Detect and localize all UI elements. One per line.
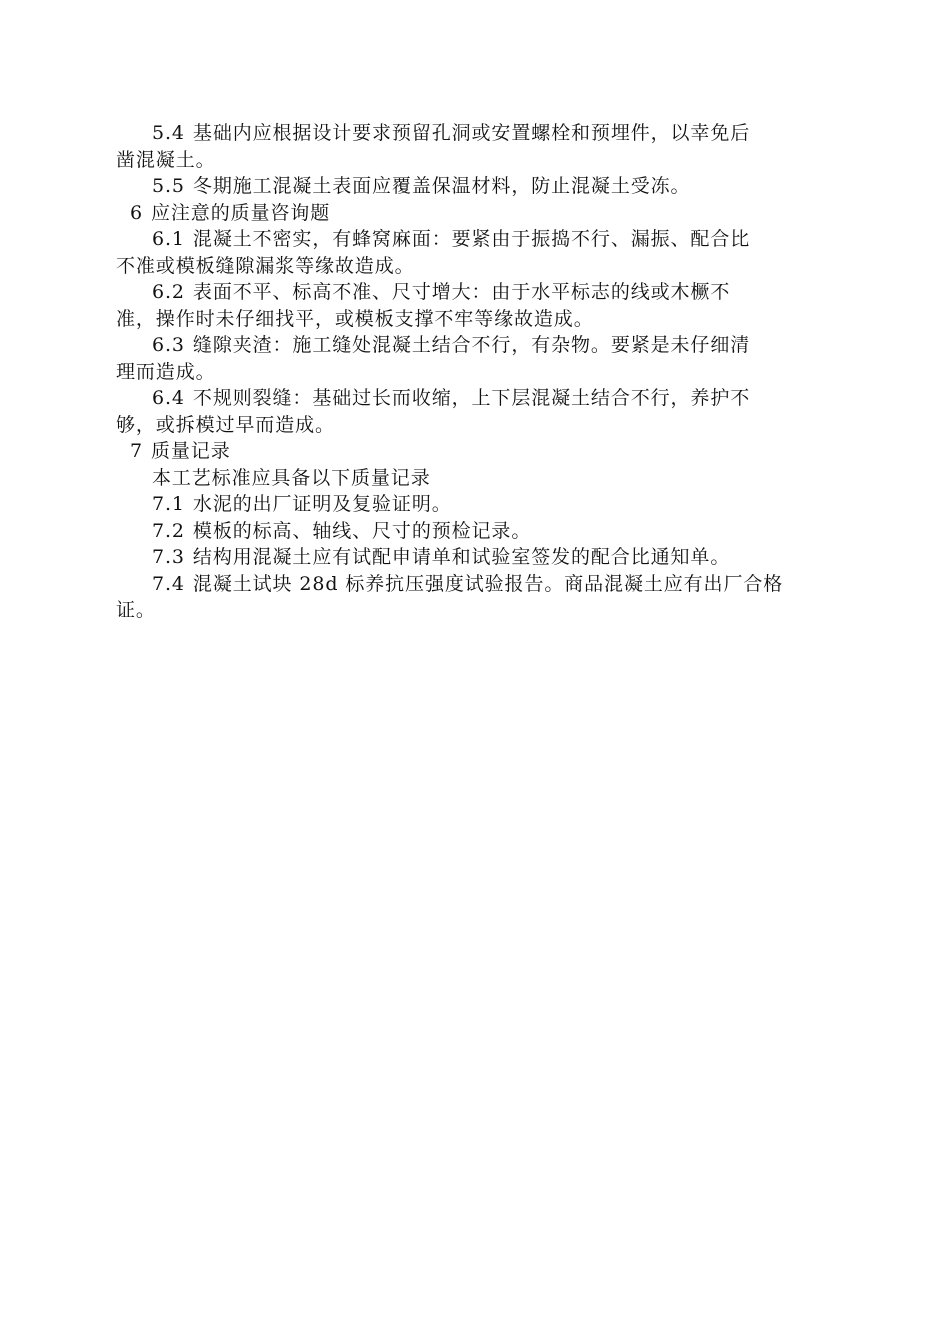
section-heading <box>116 200 836 227</box>
text-line <box>116 359 836 386</box>
text-line <box>116 544 836 571</box>
line-text: 结构用混凝土应有试配申请单和试验室签发的配合比通知单。 <box>192 546 731 568</box>
line-text: 准，操作时未仔细找平，或模板支撑不牢等缘故造成。 <box>116 307 594 330</box>
section-number: 7 <box>130 440 143 462</box>
heading-text: 质量记录 <box>151 440 231 462</box>
text-line <box>116 412 836 439</box>
line-text: 混凝土试块 28d 标养抗压强度试验报告。商品混凝土应有出厂合格 <box>192 572 784 595</box>
text-line <box>116 518 836 545</box>
line-text: 够，或拆模过早而造成。 <box>116 413 335 436</box>
text-line <box>116 279 836 306</box>
text-line <box>116 332 836 359</box>
section-number: 6.2 <box>152 281 185 303</box>
line-text: 缝隙夹渣：施工缝处混凝土结合不行，有杂物。要紧是未仔细清 <box>192 334 751 356</box>
line-text: 凿混凝土。 <box>116 148 216 171</box>
section-number: 6.3 <box>152 334 185 356</box>
line-text: 混凝土不密实，有蜂窝麻面：要紧由于振捣不行、漏振、配合比 <box>192 228 751 250</box>
line-text: 冬期施工混凝土表面应覆盖保温材料，防止混凝土受冻。 <box>192 175 691 197</box>
section-heading <box>116 438 836 465</box>
section-number: 6.4 <box>152 387 185 409</box>
text-line <box>116 147 836 174</box>
section-number: 6 <box>130 201 143 224</box>
section-number: 5.5 <box>152 175 185 197</box>
section-number: 7.3 <box>152 546 185 568</box>
line-text: 不规则裂缝：基础过长而收缩，上下层混凝土结合不行，养护不 <box>192 387 751 409</box>
section-number: 7.4 <box>152 572 185 595</box>
section-number: 6.1 <box>152 228 185 250</box>
document-body <box>116 120 836 624</box>
line-text: 表面不平、标高不准、尺寸增大：由于水平标志的线或木橛不 <box>192 281 731 303</box>
line-text: 本工艺标准应具备以下质量记录 <box>152 466 431 489</box>
line-text: 模板的标高、轴线、尺寸的预检记录。 <box>192 519 532 542</box>
text-line <box>116 385 836 412</box>
line-text: 理而造成。 <box>116 360 216 383</box>
text-line <box>116 226 836 253</box>
line-text: 不准或模板缝隙漏浆等缘故造成。 <box>116 254 415 277</box>
text-line <box>116 306 836 333</box>
section-number: 7.2 <box>152 519 185 542</box>
text-line <box>116 173 836 200</box>
section-number: 5.4 <box>152 122 185 144</box>
text-line <box>116 465 836 492</box>
text-line <box>116 571 836 598</box>
text-line <box>116 491 836 518</box>
text-line <box>116 120 836 147</box>
line-text: 基础内应根据设计要求预留孔洞或安置螺栓和预埋件，以幸免后 <box>192 122 751 144</box>
text-line <box>116 597 836 624</box>
text-line <box>116 253 836 280</box>
line-text: 证。 <box>116 599 156 621</box>
heading-text: 应注意的质量咨询题 <box>151 201 331 224</box>
section-number: 7.1 <box>152 493 185 515</box>
line-text: 水泥的出厂证明及复验证明。 <box>192 493 452 515</box>
